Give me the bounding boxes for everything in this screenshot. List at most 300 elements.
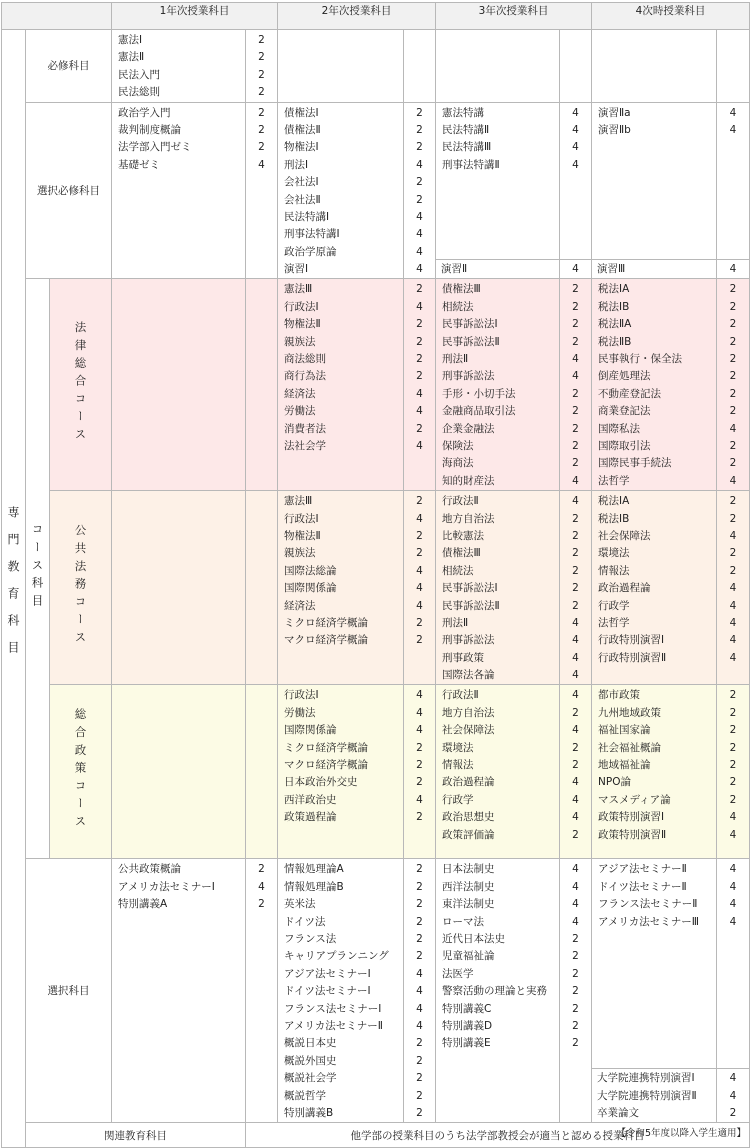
course-credits: 4 [416,706,423,719]
course-name: 日本法制史 [442,863,495,876]
sh-y3-names [436,102,560,279]
course-name: 地域福祉論 [598,759,651,772]
course-credits: 4 [729,863,737,876]
course-name: 税法ⅠA [598,495,630,508]
sh-y2-names [278,102,404,279]
course-credits: 2 [416,811,423,824]
course-name: 民法総則 [118,86,161,99]
course-name: 地方自治法 [442,706,495,719]
cell-upper-block [592,105,716,140]
course-name: 福祉国家論 [598,724,651,737]
sentaku-y3-credits [560,859,592,1123]
course-name: 法哲学 [598,474,630,487]
course-name: 行政特別演習Ⅱ [598,651,667,664]
course-credits: 2 [416,880,423,893]
hisshu-label: 必修科目 [26,30,112,103]
course-credits: 4 [416,263,423,276]
sougou-y3-credits [560,685,592,859]
course-name: 法学部入門ゼミ [118,141,192,154]
course-name: 行政特別演習Ⅰ [598,634,665,647]
cell-lower-block [591,259,717,278]
course-credits: 2 [572,439,579,452]
course-credits: 4 [572,263,579,276]
course-credits: 2 [416,283,423,296]
course-credits: 2 [729,495,737,508]
course-credits: 2 [729,1106,737,1119]
course-credits: 4 [572,793,579,806]
course-credits: 4 [572,724,579,737]
sentaku-label: 選択科目 [26,859,112,1123]
cell-lower-block [716,1068,750,1122]
course-name: 刑事政策 [442,651,485,664]
course-credits: 2 [729,439,737,452]
sentaku-y3-names [436,859,560,1123]
course-name: 手形・小切手法 [442,387,516,400]
course-credits: 2 [729,724,737,737]
sh-y1-names [112,102,246,279]
hisshu-y2-credits [404,30,436,103]
sougou-y2-names [278,685,404,859]
course-name: 憲法特講 [442,106,485,119]
course-credits: 4 [572,776,579,789]
cell-lower-block [591,1068,717,1122]
houritsu-label: 法律総合コース [73,320,88,446]
course-name: 社会福祉概論 [598,741,662,754]
course-credits: 4 [572,353,579,366]
course-credits: 2 [729,370,737,383]
course-credits: 2 [729,564,737,577]
course-name: 民事訴訟法Ⅰ [442,318,498,331]
course-name: フランス法セミナーⅠ [284,1002,382,1015]
course-credits: 2 [258,51,265,64]
course-credits: 4 [729,651,737,664]
curriculum-table [1,2,750,1148]
sougou-y4-names [592,685,717,859]
course-credits: 4 [258,880,265,893]
houritsu-y1-credits [246,279,278,491]
course-credits: 2 [416,495,423,508]
course-credits: 4 [729,634,737,647]
course-name: 海商法 [442,457,474,470]
course-name: キャリアプランニング [284,950,389,963]
cell-lower-block [716,259,750,278]
course-name: アメリカ法セミナーⅡ [284,1019,383,1032]
course-name: 民事訴訟法Ⅰ [442,582,498,595]
course-credits: 2 [729,387,737,400]
course-name: 税法ⅡA [598,318,632,331]
course-credits: 2 [258,123,265,136]
course-credits: 2 [572,457,579,470]
course-name: アメリカ法セミナーⅠ [118,880,215,893]
course-name: 大学院連携特別演習Ⅱ [597,1089,697,1102]
course-name: 法哲学 [598,616,630,629]
course-credits: 4 [729,263,737,276]
sh-y3-credits [560,102,592,279]
cell-upper-block [592,861,716,931]
course-name: 警察活動の理論と実務 [442,985,548,998]
course-credits: 4 [572,689,579,702]
course-name: 国際関係論 [284,582,337,595]
koukyou-row [2,491,750,685]
course-name: 卒業論文 [597,1106,640,1119]
course-credits: 2 [258,86,265,99]
course-credits: 2 [729,353,737,366]
course-name: 物権法Ⅱ [284,529,321,542]
course-name: 演習Ⅲ [597,263,626,276]
course-credits: 4 [416,582,423,595]
course-name: 西洋政治史 [284,793,337,806]
course-name: ローマ法 [442,915,485,928]
course-credits: 2 [572,828,579,841]
course-name: フランス法 [284,933,337,946]
course-credits: 2 [416,106,423,119]
course-credits: 4 [416,599,423,612]
course-credits: 4 [729,898,737,911]
course-credits: 4 [729,880,737,893]
course-name: 政治過程論 [598,582,651,595]
course-credits: 4 [729,811,737,824]
koukyou-y2-names [278,491,404,685]
course-credits: 4 [416,158,423,171]
course-name: 日本政治外交史 [284,776,358,789]
course-name: 相続法 [442,564,474,577]
course-credits: 2 [258,34,265,46]
course-credits: 2 [416,1054,423,1067]
applicability-note: 【令和5年度以降入学生適用】 [616,1128,746,1139]
course-name: 親族法 [284,547,316,560]
course-name: 刑事訴訟法 [442,634,495,647]
course-credits: 4 [572,915,579,928]
hisshu-y3-names [436,30,560,103]
course-credits: 2 [729,300,737,313]
course-credits: 2 [729,335,737,348]
koukyou-y1-names [112,491,246,685]
course-name: 演習Ⅱa [598,106,631,119]
course-credits: 2 [572,318,579,331]
course-name: 刑事法特講Ⅱ [442,158,500,171]
course-credits: 4 [729,106,737,119]
course-name: 裁判制度概論 [118,123,182,136]
course-name: 民法特講Ⅰ [284,210,330,223]
course-credits: 4 [572,880,579,893]
course-credits: 2 [729,793,737,806]
course-credits: 2 [416,915,423,928]
year2-header: 2年次授業科目 [278,3,436,30]
course-name: マクロ経済学概論 [284,759,369,772]
course-name: 税法ⅠB [598,512,630,525]
course-credits: 2 [572,529,579,542]
course-credits: 4 [572,474,579,487]
course-name: ドイツ法セミナーⅡ [598,880,687,893]
course-credits: 2 [572,1037,579,1050]
cell-upper-block [717,105,749,140]
course-name: 政策過程論 [284,811,337,824]
course-credits: 2 [572,1002,579,1015]
course-name: ミクロ経済学概論 [284,616,369,629]
course-name: 債権法Ⅲ [442,283,481,296]
course-name: ミクロ経済学概論 [284,741,369,754]
course-name: 比較憲法 [442,529,485,542]
course-credits: 4 [416,793,423,806]
course-credits: 4 [572,863,579,876]
senmon-label: 専門教育科目 [6,506,20,669]
koukyou-y3-credits [560,491,592,685]
sentakuhisshu-label: 選択必修科目 [26,102,112,279]
course-credits: 2 [729,741,737,754]
course-name: 特別講義C [442,1002,492,1015]
course-name: 経済法 [284,599,316,612]
course-name: 税法ⅠB [598,300,630,313]
course-credits: 4 [729,828,737,841]
course-name: 税法ⅡB [598,335,632,348]
course-credits: 2 [416,529,423,542]
course-credits: 2 [729,405,737,418]
course-label-cell [26,279,50,859]
course-credits: 2 [416,950,423,963]
sougou-y4-credits [717,685,750,859]
cell-upper-block [560,105,591,175]
course-name: 政治思想史 [442,811,495,824]
course-credits: 2 [416,776,423,789]
sh-y4-credits [717,102,750,279]
houritsu-y2-credits [404,279,436,491]
course-name: 国際関係論 [284,724,337,737]
course-name: ドイツ法セミナーⅠ [284,985,371,998]
houritsu-row [2,279,750,491]
course-name: 刑法Ⅰ [284,158,309,171]
course-name: 商業登記法 [598,405,651,418]
course-credits: 4 [416,405,423,418]
course-name: 憲法Ⅲ [284,283,313,296]
course-credits: 2 [416,933,423,946]
course-name: 刑法Ⅱ [442,353,469,366]
course-credits: 2 [572,706,579,719]
course-name: 概説哲学 [284,1089,327,1102]
course-name: 政治学入門 [118,106,171,119]
course-credits: 2 [416,1072,423,1085]
sentaku-row [2,859,750,1123]
course-name: フランス法セミナーⅡ [598,898,698,911]
course-name: 都市政策 [598,689,641,702]
houritsu-y2-names [278,279,404,491]
course-credits: 4 [416,439,423,452]
course-name: 消費者法 [284,422,327,435]
course-credits: 4 [729,616,737,629]
sentaku-y2-names [278,859,404,1123]
sh-y2-credits [404,102,436,279]
year4-header: 4次時授業科目 [592,3,750,30]
course-name: 債権法Ⅰ [284,106,319,119]
course-credits: 4 [416,1019,423,1032]
houritsu-y3-names [436,279,560,491]
course-name: ドイツ法 [284,915,326,928]
course-credits: 2 [572,335,579,348]
course-credits: 4 [416,724,423,737]
houritsu-y4-credits [717,279,750,491]
course-credits: 4 [572,651,579,664]
course-name: 政治過程論 [442,776,495,789]
course-name: NPO論 [598,776,631,789]
course-name: 児童福祉論 [442,950,495,963]
course-credits: 2 [729,759,737,772]
cell-upper-block [436,105,559,175]
course-credits: 4 [416,228,423,241]
course-credits: 2 [416,335,423,348]
course-name: 国際法各論 [442,669,495,682]
course-credits: 2 [416,1089,423,1102]
course-name: アジア法セミナーⅠ [284,967,371,980]
course-credits: 2 [416,370,423,383]
course-name: 民法特講Ⅱ [442,123,490,136]
kanren-label: 関連教育科目 [26,1123,246,1148]
houritsu-y3-credits [560,279,592,491]
course-credits: 2 [572,422,579,435]
course-name: 労働法 [284,706,316,719]
course-name: 会社法Ⅱ [284,193,321,206]
course-credits: 4 [572,669,579,682]
course-credits: 2 [729,318,737,331]
hisshu-y1-names [112,30,246,103]
hisshu-y2-names [278,30,404,103]
course-credits: 4 [416,300,423,313]
course-credits: 4 [729,529,737,542]
course-name: 会社法Ⅰ [284,176,319,189]
cell-upper-block [717,861,749,931]
course-name: 社会保障法 [598,529,651,542]
course-name: 概説外国史 [284,1054,337,1067]
course-name: 憲法Ⅲ [284,495,313,508]
course-credits: 4 [258,158,265,171]
course-credits: 2 [572,741,579,754]
course-name: 演習Ⅱb [598,123,631,136]
course-name: 労働法 [284,405,316,418]
course-name: 商行為法 [284,370,327,383]
course-credits: 2 [416,759,423,772]
course-credits: 2 [729,706,737,719]
course-credits: 4 [572,141,579,154]
course-name: 国際取引法 [598,439,651,452]
course-name: アジア法セミナーⅡ [598,863,687,876]
course-credits: 4 [416,512,423,525]
hisshu-y1-credits [246,30,278,103]
course-credits: 4 [729,123,737,136]
course-credits: 2 [416,898,423,911]
course-name: 演習Ⅰ [284,263,309,276]
course-name: 行政学 [442,793,474,806]
course-credits: 2 [416,123,423,136]
course-name: 社会保障法 [442,724,495,737]
course-credits: 2 [729,283,737,296]
course-name: 債権法Ⅲ [442,547,481,560]
course-credits: 2 [572,933,579,946]
course-credits: 4 [729,1089,737,1102]
course-credits: 2 [572,582,579,595]
course-name: 情報処理論A [284,863,344,876]
hisshu-y4-names [592,30,717,103]
course-credits: 2 [416,193,423,206]
course-credits: 4 [416,245,423,258]
course-credits: 2 [416,547,423,560]
course-name: 演習Ⅱ [441,263,468,276]
course-credits: 2 [416,741,423,754]
sentaku-y2-credits [404,859,436,1123]
course-name: 金融商品取引法 [442,405,516,418]
course-credits: 4 [572,370,579,383]
course-credits: 4 [572,811,579,824]
hisshu-y4-credits [717,30,750,103]
course-credits: 2 [416,616,423,629]
hisshu-y3-credits [560,30,592,103]
course-name: 東洋法制史 [442,898,495,911]
sh-y4-names [592,102,717,279]
course-name: 概説日本史 [284,1037,337,1050]
course-credits: 2 [572,985,579,998]
sougou-y3-names [436,685,560,859]
course-credits: 4 [416,210,423,223]
course-credits: 2 [258,863,265,876]
course-credits: 4 [416,985,423,998]
course-name: 親族法 [284,335,316,348]
course-name: 倒産処理法 [598,370,651,383]
course-name: 物権法Ⅱ [284,318,321,331]
course-name: 九州地域政策 [598,706,662,719]
corner-cell [2,3,112,30]
hisshu-row [2,30,750,103]
course-name: 特別講義E [442,1037,491,1050]
course-name: 情報法 [442,759,474,772]
course-name: 行政法Ⅰ [284,300,319,313]
course-credits: 2 [258,106,265,119]
course-name: 英米法 [284,898,316,911]
course-name: 大学院連携特別演習Ⅰ [597,1072,695,1085]
course-credits: 2 [572,759,579,772]
course-credits: 2 [416,634,423,647]
course-credits: 2 [416,318,423,331]
koukyou-label: 公共法務コース [73,523,88,649]
sougou-y1-names [112,685,246,859]
course-credits: 2 [572,1019,579,1032]
koukyou-y4-names [592,491,717,685]
course-name: 不動産登記法 [598,387,662,400]
course-credits: 4 [572,158,579,171]
course-credits: 2 [572,950,579,963]
course-credits: 2 [258,68,265,81]
course-credits: 2 [416,176,423,189]
course-credits: 4 [572,495,579,508]
course-name: 法社会学 [284,439,327,452]
header-row [2,3,750,30]
course-name: 政策特別演習Ⅱ [598,828,667,841]
course-credits: 4 [729,1072,737,1085]
course-name: 情報法 [598,564,630,577]
course-name: 西洋法制史 [442,880,495,893]
course-name: 刑事訴訟法 [442,370,495,383]
course-credits: 4 [416,689,423,702]
course-credits: 2 [729,776,737,789]
course-credits: 2 [729,512,737,525]
course-name: 特別講義D [442,1019,493,1032]
course-name: 税法ⅠA [598,283,630,296]
course-credits: 2 [572,599,579,612]
course-credits: 2 [572,283,579,296]
sougou-label: 総合政策コース [73,708,88,833]
sentaku-y4-names [592,859,717,1123]
course-name: 政治学原論 [284,245,337,258]
course-name: 民事執行・保全法 [598,353,683,366]
year3-header: 3年次授業科目 [436,3,592,30]
course-credits: 2 [416,353,423,366]
course-credits: 2 [416,1037,423,1050]
